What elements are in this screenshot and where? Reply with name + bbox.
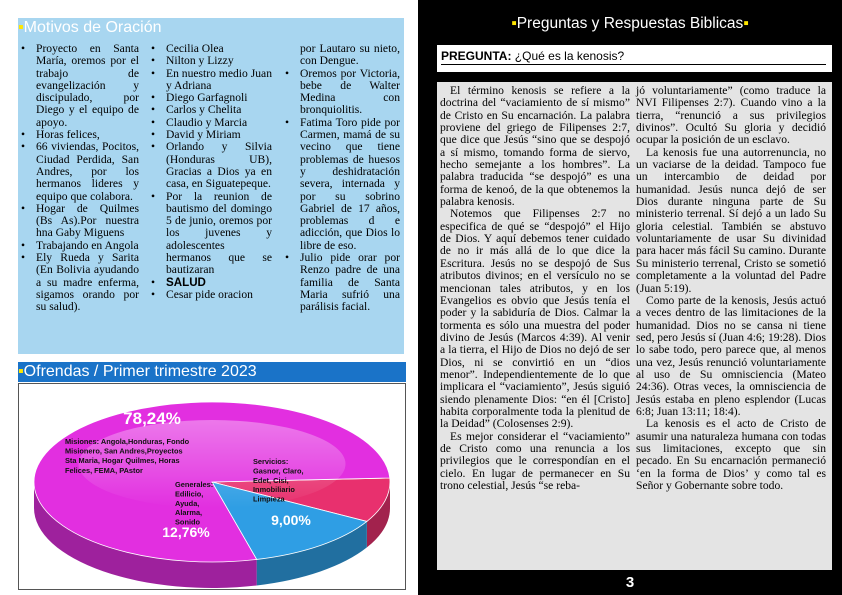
pie-label-servicios: Inmobiliario (253, 485, 295, 495)
pie-label-generales: Sonido (175, 517, 201, 527)
bullet-icon: • (151, 140, 156, 154)
pie-label-generales: Edilicio, (175, 489, 204, 499)
answer-column-right (636, 85, 826, 492)
pie-label-generales: Alarma, (175, 508, 203, 518)
question-label: PREGUNTA: (441, 49, 512, 63)
question (441, 49, 624, 63)
prayer-item (284, 117, 400, 252)
prayer-item (20, 203, 139, 240)
header-bullet: ▪ (18, 19, 24, 36)
prayer-item (20, 252, 139, 313)
pie-chart (19, 384, 405, 589)
bullet-icon: • (151, 54, 156, 68)
bullet-icon: • (285, 115, 290, 129)
prayer-item (150, 68, 272, 93)
bullet-icon: • (285, 66, 290, 80)
prayer-item-text: Proyecto en Santa María, oremos por el trabajo de evangelización y discipulado, por Diego y el equipo de apoyo. (36, 42, 139, 129)
answer-paragraph: La kenosis fue una autorrenuncia, no un vaciarse de la deidad. Tampoco fue un intercambio de deidad por humanidad. Jesús nunca dejó de ser Dios durante ninguna parte de Su ministerio terrenal. Sí dejó a un lado Su gloria celestial. También se abstuvo voluntariamente de usar Su divinidad para hacer más fácil Su camino. Durante Su ministerio terrenal, Cristo se sometió completamente a la voluntad del Padre (Juan 5:19). (636, 145, 826, 295)
answer-column-left (440, 85, 630, 492)
prayer-item (20, 141, 139, 202)
answer-paragraph: Como parte de la kenosis, Jesús actuó a veces dentro de las limitaciones de la humanidad. Dios no se cansa ni tiene sed, pero Jesús sí (Juan 4:6; 19:28). Dios lo sabe todo, pero parece que, al menos una vez, Jesús renunció voluntariamente al uso de Su omnisciencia (Mateo 24:36). Otras veces, la omnisciencia de Jesús estaba en pleno esplendor (Lucas 6:8; Juan 13:11; 18:4). (636, 293, 826, 418)
prayer-item (20, 43, 139, 129)
page-number: 3 (625, 574, 635, 591)
prayer-title: Motivos de Oración (23, 19, 162, 36)
offerings-title: Ofrendas / Primer trimestre 2023 (23, 363, 257, 380)
prayer-item (150, 289, 272, 301)
prayer-item-text: Claudio y Marcia (166, 115, 248, 129)
offerings-header (18, 362, 406, 382)
pie-label-servicios: Limpieza (253, 494, 285, 504)
prayer-item-text: Ely Rueda y Sarita (En Bolivia ayudando a su madre enferma, sigamos orando por su salud). (36, 251, 139, 314)
bullet-icon: • (151, 91, 156, 105)
header-bullet: ▪ (18, 363, 24, 380)
prayer-item (150, 141, 272, 190)
prayer-column-2 (150, 43, 272, 301)
prayer-item (150, 191, 272, 277)
prayer-item-text: Julio pide orar por Renzo padre de una familia de Santa Maria sufrió una parálisis facial. (300, 251, 400, 314)
bullet-icon: • (151, 115, 156, 129)
question-text: ¿Qué es la kenosis? (514, 49, 625, 63)
answer-paragraph: Es mejor considerar el “vaciamiento” de Cristo como una renuncia a los privilegios que le correspondían en el cielo. En lugar de permanecer en Su trono celestial, Jesús “se reba- (440, 429, 630, 492)
prayer-item-continued: por Lautaro su nieto, con Dengue. (300, 42, 400, 68)
pie-label-misiones: Felices, FEMA, PAstor (65, 465, 143, 475)
bullet-icon: • (151, 287, 156, 301)
bullet-icon: • (151, 66, 156, 80)
prayer-item-text: Nilton y Lizzy (166, 54, 234, 68)
answer-paragraph-continued: jó voluntariamente” (como traduce la NVI Filipenses 2:7). Cuando vino a la tierra, “renunció a sus privilegios divinos”. Ocultó Su gloria y decidió ocupar la posición de un esclavo. (636, 84, 826, 147)
pie-value-label-misiones: 78,24% (123, 409, 181, 428)
prayer-header (18, 18, 404, 38)
qa-header (418, 14, 842, 34)
pie-label-servicios: Servicios: (253, 457, 289, 466)
pie-label-misiones: Misiones: Angola,Honduras, Fondo (65, 437, 190, 446)
prayer-item-text: Hogar de Quilmes (Bs As).Por nuestra hna Gaby Miguens (36, 201, 139, 240)
bullet-icon: • (21, 140, 26, 154)
prayer-item-text: Cecilia Olea (166, 42, 224, 55)
bullet-icon: • (151, 42, 156, 55)
prayer-item-text: Carlos y Chelita (166, 103, 242, 117)
header-bullet: ▪ (511, 15, 517, 32)
pie-value-label-servicios: 9,00% (271, 512, 311, 528)
pie-label-servicios: Gasnor, Claro, (253, 466, 304, 476)
bullet-icon: • (151, 275, 156, 289)
prayer-item (284, 252, 400, 313)
prayer-item-text: Horas felices, (36, 128, 100, 142)
bullet-icon: • (151, 103, 156, 117)
qa-title: Preguntas y Respuestas Biblicas (516, 15, 744, 32)
prayer-item-text: 66 viviendas, Pocitos, Ciudad Perdida, San Andres, por los hermanos lideres y equipo que colabora. (36, 140, 139, 203)
offerings-chart (18, 383, 406, 590)
bullet-icon: • (21, 238, 26, 252)
pie-label-misiones: Misionero, San Andres,Proyectos (65, 446, 183, 456)
bullet-icon: • (285, 251, 290, 265)
header-bullet: ▪ (743, 15, 749, 32)
prayer-item-text: Diego Garfagnoli (166, 91, 248, 105)
pie-value-label-generales: 12,76% (162, 524, 210, 540)
prayer-item-text: Cesar pide oracion (166, 287, 253, 301)
prayer-item-text: En nuestro medio Juan y Adriana (166, 66, 272, 92)
prayer-item-text: SALUD (166, 275, 206, 289)
answer-paragraph: El término kenosis se refiere a la doctrina del “vaciamiento de sí mismo” de Cristo en Su encarnación. La palabra proviene del griego de Filipenses 2:7, que dice que Jesús “sino que se despojó a sí mismo, tomando forma de siervo, hecho semejante a los hombres”. La palabra traducida “se despojó” es una forma de kenoó, de la que obtenemos la palabra kenosis. (440, 84, 630, 209)
bullet-icon: • (151, 128, 156, 142)
bullet-icon: • (21, 201, 26, 215)
pie-label-misiones: Sta Maria, Hogar Quilmes, Horas (65, 456, 180, 466)
bullet-icon: • (151, 189, 156, 203)
prayer-item-text: Trabajando en Angola (36, 238, 139, 252)
question-underline (441, 64, 826, 65)
answer-paragraph: Notemos que Filipenses 2:7 no especifica de qué se “despojó” el Hijo de Dios. Y aquí debemos tener cuidado de no ir más allá de lo que dice la Escritura. Jesús no se despojó de Sus atributos divinos; en el versículo no se mencionan tales atributos, y en los Evangelios es obvio que Jesús tenía el poder y la sabiduría de Dios. Calmar la tormenta es sólo una muestra del poder divino de Jesús (Marcos 4:39). Al venir a la tierra, el Hijo de Dios no dejó de ser Dios, ni se convirtió en un “dios menor”. Independientemente de lo que implicara el “vaciamiento”, Jesús siguió siendo plenamente Dios: “en él [Cristo] habita corporalmente toda la plenitud de la Deidad” (Colosenses 2:9). (440, 207, 630, 431)
prayer-item-text: Fatima Toro pide por Carmen, mamá de su vecino que tiene problemas de huesos y deshidratación severa, internada y por su sobrino Gabriel de 17 años, problemas d e adicción, que Dios lo libre de eso. (300, 115, 400, 252)
pie-label-generales: Ayuda, (175, 498, 200, 508)
prayer-column-1 (20, 43, 139, 314)
prayer-item-text: Orlando y Silvia (Honduras UB), Gracias a Dios ya en casa, en Siguatepeque. (166, 140, 272, 191)
answer-paragraph: La kenosis es el acto de Cristo de asumir una naturaleza humana con todas sus limitaciones, excepto que sin pecado. En Su encarnación permaneció ‘en la forma de Dios’ y como tal es Señor y Gobernante sobre todo. (636, 417, 826, 492)
prayer-item-text: David y Miriam (166, 128, 241, 142)
bullet-icon: • (21, 251, 26, 265)
bullet-icon: • (21, 128, 26, 142)
prayer-item-text: Por la reunion de bautismo del domingo 5 de junio, oremos por los juvenes y adolescentes hermanos que se bautizaran (166, 189, 272, 277)
pie-label-servicios: Edet, Cisi, (253, 475, 289, 485)
prayer-item-text: Oremos por Victoria, bebe de Walter Medina con bronquiolitis. (300, 66, 400, 117)
bullet-icon: • (21, 42, 26, 55)
prayer-column-3 (284, 43, 400, 314)
pie-label-generales: Generales: (175, 480, 214, 489)
prayer-item (284, 68, 400, 117)
